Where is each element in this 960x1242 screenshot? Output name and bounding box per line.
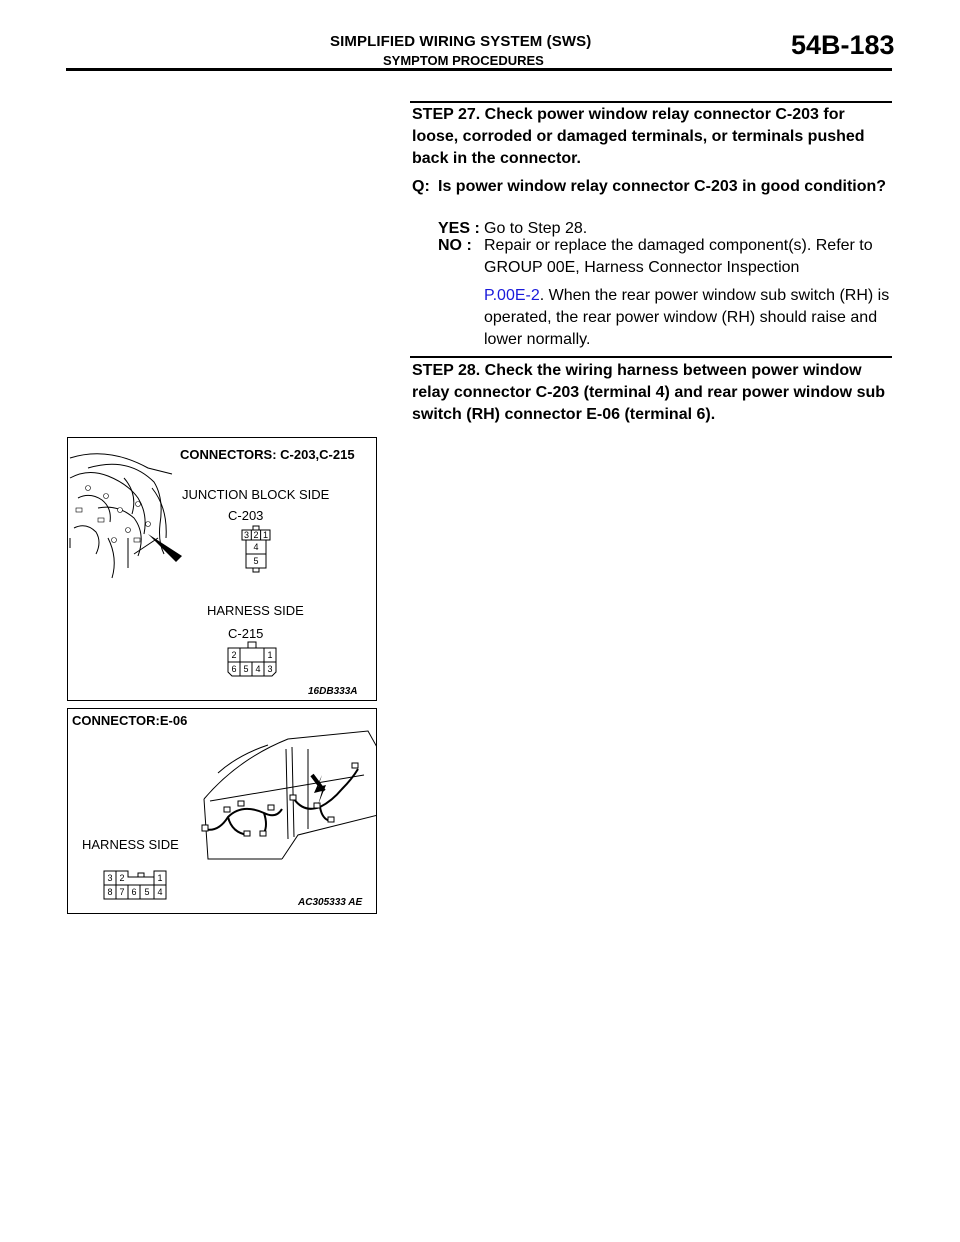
c215-pin: 1 <box>267 650 273 660</box>
e06-pin: 6 <box>131 887 137 897</box>
step28-heading: STEP 28. Check the wiring harness between power window relay connector C-203 (terminal 4) and rear power window sub switch (RH) connector E-06 (terminal 6). <box>412 362 886 423</box>
harness-side-label: HARNESS SIDE <box>207 603 304 618</box>
e06-pin: 5 <box>144 887 150 897</box>
c203-pin: 1 <box>262 530 269 540</box>
c215-pin: 5 <box>243 664 249 674</box>
c203-label: C-203 <box>228 508 264 523</box>
junction-block-side-label: JUNCTION BLOCK SIDE <box>182 487 330 502</box>
c203-pin: 4 <box>253 542 259 552</box>
c215-pin: 3 <box>267 664 273 674</box>
c203-pin: 2 <box>253 530 259 540</box>
no-text-after: . When the rear power window sub switch (RH) is operated, the rear power window (RH) should raise and lower normally. <box>484 287 890 348</box>
question-label: Q: <box>412 178 430 195</box>
c215-pin: 6 <box>231 664 237 674</box>
pointer-arrow-icon <box>148 534 182 562</box>
step27-rule <box>410 101 892 103</box>
no-label: NO : <box>438 237 472 254</box>
e06-pin: 1 <box>157 873 163 883</box>
c215-pin: 4 <box>255 664 261 674</box>
door-harness-illustration <box>68 709 376 913</box>
no-text-main: Repair or replace the damaged component(s). Refer to GROUP 00E, Harness Connector Inspection <box>484 237 873 276</box>
reference-link[interactable]: P.00E-2 <box>484 287 540 304</box>
step27-heading: STEP 27. Check power window relay connector C-203 for loose, corroded or damaged terminals, or terminals pushed back in the connector. <box>412 106 865 167</box>
step28-rule <box>410 356 892 358</box>
figure1-title: CONNECTORS: C-203,C-215 <box>180 447 355 462</box>
c215-pin: 2 <box>231 650 237 660</box>
c203-pin: 5 <box>253 556 259 566</box>
c203-pin: 3 <box>243 530 250 540</box>
connector-figure-e06 <box>67 708 377 914</box>
header-rule <box>66 68 892 71</box>
no-text <box>484 235 892 351</box>
dashboard-harness-illustration <box>68 438 376 700</box>
c203-pin-numbers <box>244 530 268 566</box>
figure2-id: AC305333 AE <box>298 897 363 908</box>
section-subtitle: SYMPTOM PROCEDURES <box>383 53 544 68</box>
yes-text: Go to Step 28. <box>484 220 588 237</box>
e06-pin: 3 <box>107 873 113 883</box>
page-number: 54B-183 <box>791 30 895 60</box>
question-text: Is power window relay connector C-203 in good condition? <box>438 178 887 195</box>
e06-pin: 4 <box>157 887 163 897</box>
e06-pin: 2 <box>119 873 125 883</box>
c215-label: C-215 <box>228 626 264 641</box>
e06-pin: 7 <box>119 887 125 897</box>
yes-label: YES : <box>438 220 480 237</box>
e06-pin: 8 <box>107 887 113 897</box>
section-title: SIMPLIFIED WIRING SYSTEM (SWS) <box>330 33 592 50</box>
figure2-title: CONNECTOR:E-06 <box>72 713 188 728</box>
figure1-id: 16DB333A <box>308 686 358 697</box>
connector-figure-c203-c215 <box>67 437 377 701</box>
harness-side-label: HARNESS SIDE <box>82 837 179 852</box>
